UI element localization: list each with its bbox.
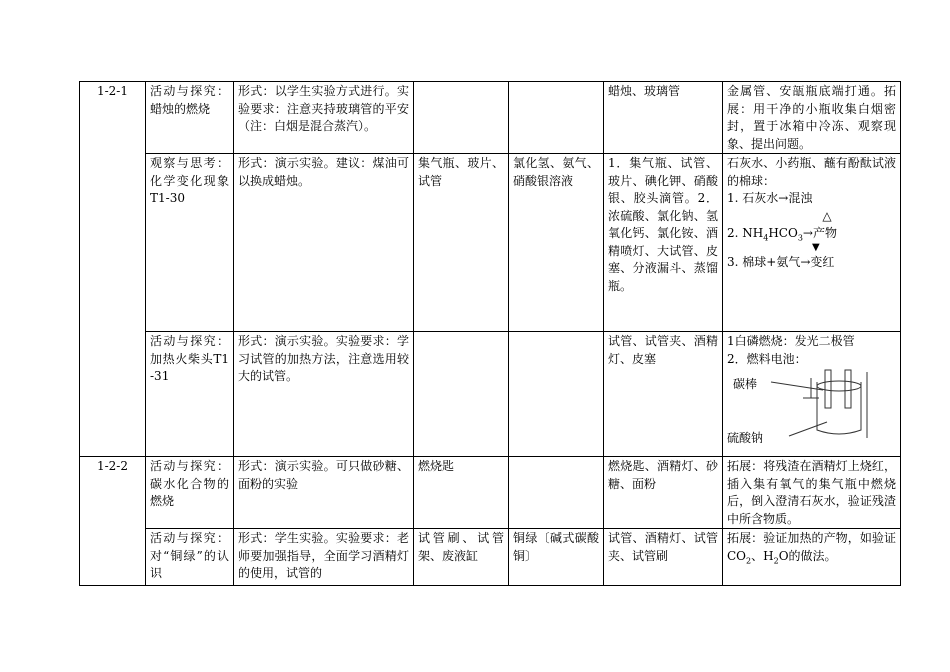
notes-item2: 2. $NH_4HCO_3\to$产物 [727, 225, 837, 242]
reagents-cell: 铜绿〔碱式碳酸铜〕 [509, 529, 604, 586]
section-number: 1-2-2 [96, 459, 128, 473]
delta-symbol: △ [822, 208, 832, 223]
table-row [80, 332, 901, 457]
materials-cell: 试管、试管夹、酒精灯、皮塞 [604, 332, 723, 457]
table-row [80, 529, 901, 586]
section-cell [80, 82, 146, 457]
fuel-cell-diagram [727, 368, 896, 456]
section-number: 1-2-1 [96, 84, 128, 98]
materials-cell: 试管、酒精灯、试管夹、试管刷 [604, 529, 723, 586]
instruments-cell: 集气瓶、玻片、试管 [414, 154, 509, 332]
section-cell [80, 457, 146, 586]
instruments-cell: 燃烧匙 [414, 457, 509, 529]
table-row [80, 457, 901, 529]
instruments-cell [414, 82, 509, 154]
activity-cell: 活动与探究：对“铜绿”的认识 [146, 529, 234, 586]
materials-cell: 燃烧匙、酒精灯、砂糖、面粉 [604, 457, 723, 529]
reagents-cell [509, 82, 604, 154]
instruments-cell [414, 332, 509, 457]
diagram-label-carbon-rod: 碳棒 [733, 377, 758, 391]
activity-cell: 活动与探究：加热火柴头T1-31 [146, 332, 234, 457]
diagram-label-sodium-sulfate: 硫酸钠 [727, 431, 764, 445]
reagents-cell: 氯化氢、氨气、硝酸银溶液 [509, 154, 604, 332]
notes-cell: 拓展：将残渣在酒精灯上烧红，插入集有氧气的集气瓶中燃烧后，倒入澄清石灰水，验证残渣中所含物质。 [723, 457, 901, 529]
activity-cell: 活动与探究：碳水化合物的燃烧 [146, 457, 234, 529]
down-arrow-icon: ▼ [812, 242, 820, 253]
form-cell: 形式：演示实验。实验要求：学习试管的加热方法，注意选用较大的试管。 [234, 332, 414, 457]
reagents-cell [509, 332, 604, 457]
notes-cell: 拓展：验证加热的产物，如验证$CO_2$、$H_2O$的做法。 [723, 529, 901, 586]
activity-cell: 观察与思考：化学变化现象T1-30 [146, 154, 234, 332]
notes-cell: 石灰水、小药瓶、蘸有酚酞试液的棉球： 1. 石灰水→混浊 △ 2. $NH_4HCO_3\to$产物 ▼ 3. 棉球+氨气→变红 [723, 154, 901, 332]
reagents-cell [509, 457, 604, 529]
activity-cell: 活动与探究：蜡烛的燃烧 [146, 82, 234, 154]
form-cell: 形式：学生实验。实验要求：老师要加强指导，全面学习酒精灯的使用，试管的 [234, 529, 414, 586]
materials-cell: 蜡烛、玻璃管 [604, 82, 723, 154]
table-row [80, 154, 901, 332]
materials-cell: 1．集气瓶、试管、玻片、碘化钾、硝酸银、胶头滴管。2．浓硫酸、氯化钠、氢氧化钙、氯化铵、酒精喷灯、大试管、皮塞、分液漏斗、蒸馏瓶。 [604, 154, 723, 332]
notes-cell: 1白磷燃烧：发光二极管 2．燃料电池： 碳棒 硫酸钠 [723, 332, 901, 457]
form-cell: 形式：演示实验。建议：煤油可以换成蜡烛。 [234, 154, 414, 332]
form-cell: 形式：以学生实验方式进行。实验要求：注意夹持玻璃管的平安（注：白烟是混合蒸汽）。 [234, 82, 414, 154]
table-row [80, 82, 901, 154]
notes-cell: 金属管、安瓿瓶底端打通。拓展：用干净的小瓶收集白烟密封，置于冰箱中冷冻、观察现象、提出问题。 [723, 82, 901, 154]
instruments-cell: 试管刷、试管架、废液缸 [414, 529, 509, 586]
form-cell: 形式：演示实验。可只做砂糖、面粉的实验 [234, 457, 414, 529]
experiment-table [79, 81, 901, 586]
